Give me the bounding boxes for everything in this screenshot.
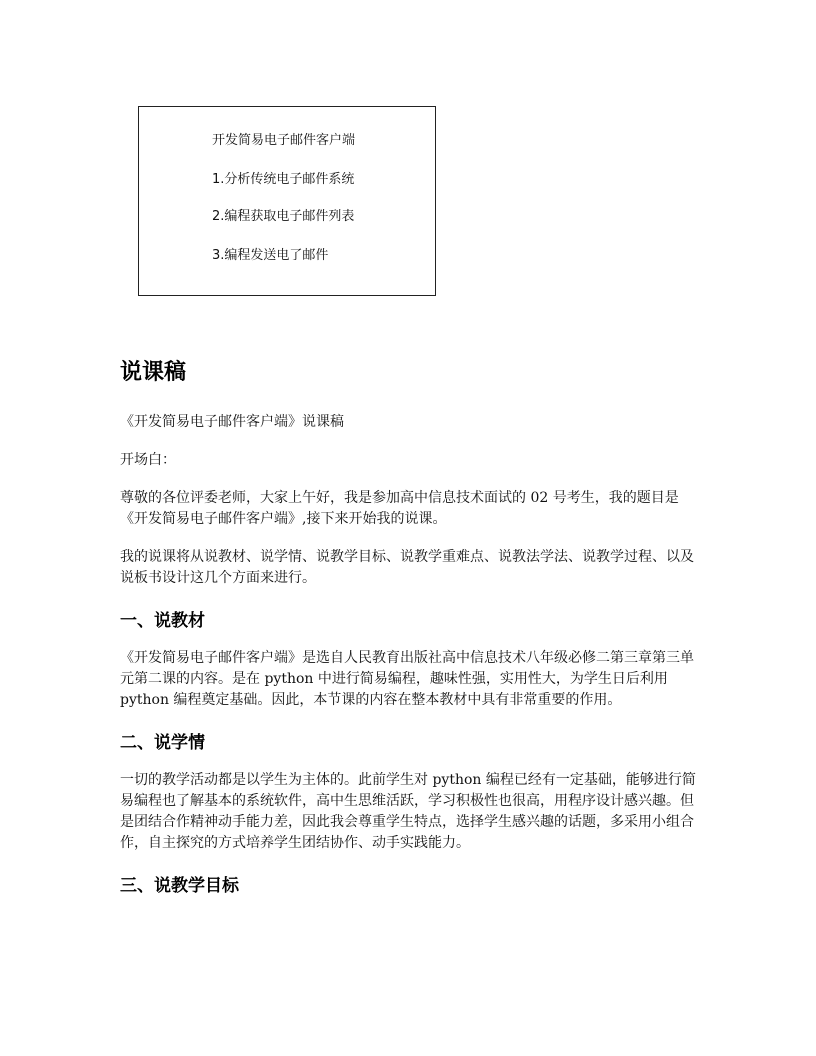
section-heading-textbook: 一、说教材	[120, 611, 205, 631]
section-heading-objectives: 三、说教学目标	[120, 876, 239, 896]
section-paragraph-textbook: 《开发简易电子邮件客户端》是选自人民教育出版社高中信息技术八年级必修二第三章第三单元第二课的内容。是在 python 中进行简易编程，趣味性强，实用性大，为学生日后利用 python 编程奠定基础。因此，本节课的内容在整本教材中具有非常重要的作用。	[120, 650, 694, 708]
document-subtitle: 《开发简易电子邮件客户端》说课稿	[120, 414, 344, 430]
section-heading-learners: 二、说学情	[120, 733, 205, 753]
document-content	[120, 355, 698, 898]
board-title: 开发简易电子邮件客户端	[212, 133, 356, 148]
opening-label: 开场白：	[120, 452, 176, 468]
overview-paragraph: 我的说课将从说教材、说学情、说教学目标、说教学重难点、说教法学法、说教学过程、以及说板书设计这几个方面来进行。	[120, 549, 694, 586]
document-title: 说课稿	[120, 360, 187, 385]
opening-paragraph: 尊敬的各位评委老师，大家上午好，我是参加高中信息技术面试的 02 号考生，我的题目是《开发简易电子邮件客户端》,接下来开始我的说课。	[120, 490, 679, 527]
board-item-1: 1.分析传统电子邮件系统	[212, 172, 355, 187]
section-paragraph-learners: 一切的教学活动都是以学生为主体的。此前学生对 python 编程已经有一定基础，能够进行简易编程也了解基本的系统软件，高中生思维活跃，学习积极性也很高，用程序设计感兴趣。但是团结合作精神动手能力差，因此我会尊重学生特点，选择学生感兴趣的话题，多采用小组合作，自主探究的方式培养学生团结协作、动手实践能力。	[120, 772, 696, 851]
board-item-2: 2.编程获取电子邮件列表	[212, 209, 355, 224]
blackboard-design-box	[138, 106, 436, 296]
board-item-3: 3.编程发送电了邮件	[212, 248, 329, 263]
